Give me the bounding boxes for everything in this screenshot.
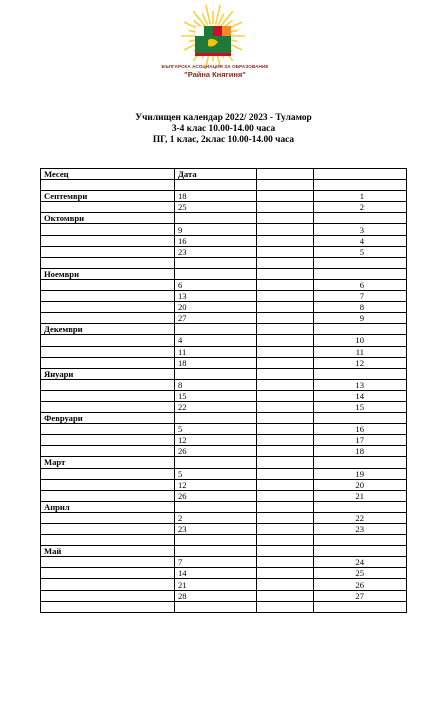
blank-cell: [257, 324, 314, 335]
date-cell: 11: [175, 346, 257, 357]
table-row: [41, 368, 407, 379]
date-cell: 27: [175, 313, 257, 324]
table-row: [41, 379, 407, 390]
number-cell: 7: [314, 291, 407, 302]
table-row: [41, 346, 407, 357]
table-row: [41, 435, 407, 446]
number-cell: 4: [314, 235, 407, 246]
organization-line2: "Райна Княгиня": [184, 70, 246, 79]
blank-cell: [257, 346, 314, 357]
table-row: [41, 324, 407, 335]
blank-cell: [257, 568, 314, 579]
table-header-row: [41, 169, 407, 180]
month-cell: [41, 401, 175, 412]
month-cell: [41, 224, 175, 235]
association-logo: [168, 2, 258, 70]
number-cell: 2: [314, 202, 407, 213]
month-cell: [41, 468, 175, 479]
table-row: [41, 213, 407, 224]
date-cell: 12: [175, 479, 257, 490]
date-cell: [175, 546, 257, 557]
number-cell: 9: [314, 313, 407, 324]
date-cell: 23: [175, 524, 257, 535]
document-heading: [0, 113, 447, 146]
table-row: [41, 601, 407, 612]
number-cell: 1: [314, 191, 407, 202]
number-cell: 18: [314, 446, 407, 457]
table-row: [41, 246, 407, 257]
blank-cell: [257, 413, 314, 424]
table-row: [41, 302, 407, 313]
table-row: [41, 224, 407, 235]
month-cell: [41, 557, 175, 568]
month-cell: [41, 357, 175, 368]
blank-cell: [257, 368, 314, 379]
blank-cell: [257, 601, 314, 612]
month-cell: [41, 524, 175, 535]
date-cell: 5: [175, 468, 257, 479]
date-cell: 25: [175, 202, 257, 213]
column-header-month: Месец: [41, 169, 175, 180]
date-cell: 6: [175, 279, 257, 290]
date-cell: 16: [175, 235, 257, 246]
number-cell: [314, 413, 407, 424]
table-row: [41, 468, 407, 479]
table-row: [41, 257, 407, 268]
date-cell: 4: [175, 335, 257, 346]
date-cell: 20: [175, 302, 257, 313]
month-cell: [41, 446, 175, 457]
blank-cell: [257, 291, 314, 302]
date-cell: 22: [175, 401, 257, 412]
table-row: [41, 413, 407, 424]
date-cell: 2: [175, 512, 257, 523]
date-cell: 13: [175, 291, 257, 302]
date-cell: [175, 601, 257, 612]
blank-cell: [257, 457, 314, 468]
date-cell: 7: [175, 557, 257, 568]
blank-cell: [257, 302, 314, 313]
month-cell: Ноември: [41, 268, 175, 279]
blank-cell: [257, 279, 314, 290]
column-header-blank: [257, 169, 314, 180]
month-cell: [41, 246, 175, 257]
number-cell: [314, 601, 407, 612]
number-cell: 27: [314, 590, 407, 601]
number-cell: 20: [314, 479, 407, 490]
date-cell: [175, 457, 257, 468]
month-cell: [41, 346, 175, 357]
number-cell: 8: [314, 302, 407, 313]
number-cell: [314, 501, 407, 512]
month-cell: [41, 435, 175, 446]
number-cell: [314, 257, 407, 268]
number-cell: 16: [314, 424, 407, 435]
date-cell: [175, 324, 257, 335]
column-header-date: Дата: [175, 169, 257, 180]
number-cell: [314, 324, 407, 335]
table-row: [41, 557, 407, 568]
date-cell: 26: [175, 446, 257, 457]
number-cell: 3: [314, 224, 407, 235]
blank-cell: [257, 435, 314, 446]
month-cell: [41, 535, 175, 546]
month-cell: [41, 313, 175, 324]
date-cell: 5: [175, 424, 257, 435]
date-cell: [175, 268, 257, 279]
month-cell: [41, 579, 175, 590]
blank-cell: [257, 313, 314, 324]
table-row: [41, 357, 407, 368]
month-cell: [41, 568, 175, 579]
blank-cell: [257, 512, 314, 523]
table-row: [41, 579, 407, 590]
date-cell: 15: [175, 390, 257, 401]
number-cell: [314, 546, 407, 557]
table-row: [41, 191, 407, 202]
number-cell: 25: [314, 568, 407, 579]
date-cell: 12: [175, 435, 257, 446]
blank-cell: [257, 235, 314, 246]
blank-cell: [257, 357, 314, 368]
blank-cell: [257, 468, 314, 479]
number-cell: 6: [314, 279, 407, 290]
date-cell: 18: [175, 191, 257, 202]
number-cell: 22: [314, 512, 407, 523]
date-cell: [175, 535, 257, 546]
month-cell: [41, 335, 175, 346]
organization-name: [140, 64, 290, 79]
month-cell: Декември: [41, 324, 175, 335]
month-cell: Март: [41, 457, 175, 468]
blank-cell: [257, 224, 314, 235]
month-cell: [41, 279, 175, 290]
month-cell: Февруари: [41, 413, 175, 424]
table-row: [41, 512, 407, 523]
number-cell: 15: [314, 401, 407, 412]
table-row: [41, 490, 407, 501]
grades-pg-1-2-schedule: ПГ, 1 клас, 2клас 10.00-14.00 часа: [152, 135, 295, 145]
blank-cell: [257, 335, 314, 346]
school-calendar-table: [40, 168, 407, 613]
blank-cell: [257, 257, 314, 268]
table-row: [41, 590, 407, 601]
number-cell: 14: [314, 390, 407, 401]
organization-line1: БЪЛГАРСКА АСОЦИАЦИЯ ЗА ОБРАЗОВАНИЕ: [161, 64, 269, 69]
number-cell: 21: [314, 490, 407, 501]
number-cell: 24: [314, 557, 407, 568]
table-row: [41, 446, 407, 457]
month-cell: Септември: [41, 191, 175, 202]
month-cell: [41, 302, 175, 313]
table-row: [41, 501, 407, 512]
month-cell: [41, 202, 175, 213]
table-row: [41, 546, 407, 557]
blank-cell: [257, 557, 314, 568]
number-cell: [314, 268, 407, 279]
month-cell: [41, 235, 175, 246]
blank-cell: [257, 446, 314, 457]
date-cell: 9: [175, 224, 257, 235]
table-row: [41, 424, 407, 435]
table-row: [41, 313, 407, 324]
date-cell: 18: [175, 357, 257, 368]
blank-cell: [257, 490, 314, 501]
number-cell: 17: [314, 435, 407, 446]
blank-cell: [257, 379, 314, 390]
month-cell: [41, 180, 175, 191]
blank-cell: [257, 424, 314, 435]
table-row: [41, 390, 407, 401]
blank-cell: [257, 579, 314, 590]
date-cell: 23: [175, 246, 257, 257]
month-cell: [41, 512, 175, 523]
date-cell: [175, 257, 257, 268]
table-row: [41, 568, 407, 579]
blank-cell: [257, 546, 314, 557]
month-cell: [41, 291, 175, 302]
month-cell: [41, 479, 175, 490]
table-row: [41, 401, 407, 412]
blank-cell: [257, 246, 314, 257]
number-cell: [314, 535, 407, 546]
month-cell: [41, 379, 175, 390]
blank-cell: [257, 202, 314, 213]
month-cell: [41, 601, 175, 612]
month-cell: Май: [41, 546, 175, 557]
column-header-number: [314, 169, 407, 180]
number-cell: [314, 457, 407, 468]
month-cell: [41, 390, 175, 401]
blank-cell: [257, 501, 314, 512]
number-cell: [314, 368, 407, 379]
blank-cell: [257, 535, 314, 546]
month-cell: Октомври: [41, 213, 175, 224]
date-cell: [175, 501, 257, 512]
table-row: [41, 268, 407, 279]
month-cell: Януари: [41, 368, 175, 379]
month-cell: [41, 257, 175, 268]
blank-cell: [257, 590, 314, 601]
number-cell: 5: [314, 246, 407, 257]
date-cell: [175, 413, 257, 424]
date-cell: [175, 180, 257, 191]
month-cell: [41, 590, 175, 601]
table-row: [41, 291, 407, 302]
number-cell: 13: [314, 379, 407, 390]
table-row: [41, 235, 407, 246]
table-row: [41, 180, 407, 191]
number-cell: [314, 180, 407, 191]
grades-3-4-schedule: 3-4 клас 10.00-14.00 часа: [171, 124, 276, 134]
table-row: [41, 535, 407, 546]
table-row: [41, 279, 407, 290]
month-cell: Април: [41, 501, 175, 512]
number-cell: 26: [314, 579, 407, 590]
table-row: [41, 524, 407, 535]
blank-cell: [257, 268, 314, 279]
number-cell: 23: [314, 524, 407, 535]
number-cell: 19: [314, 468, 407, 479]
table-row: [41, 457, 407, 468]
blank-cell: [257, 213, 314, 224]
date-cell: [175, 368, 257, 379]
blank-cell: [257, 180, 314, 191]
blank-cell: [257, 524, 314, 535]
document-title: Училищен календар 2022/ 2023 - Туламор: [135, 113, 312, 123]
date-cell: 26: [175, 490, 257, 501]
month-cell: [41, 490, 175, 501]
table-row: [41, 335, 407, 346]
month-cell: [41, 424, 175, 435]
date-cell: 28: [175, 590, 257, 601]
number-cell: 11: [314, 346, 407, 357]
blank-cell: [257, 401, 314, 412]
blank-cell: [257, 479, 314, 490]
number-cell: 12: [314, 357, 407, 368]
table-row: [41, 479, 407, 490]
date-cell: 8: [175, 379, 257, 390]
table-row: [41, 202, 407, 213]
date-cell: 21: [175, 579, 257, 590]
sun-flag-emblem-icon: [168, 2, 258, 70]
number-cell: 10: [314, 335, 407, 346]
date-cell: [175, 213, 257, 224]
number-cell: [314, 213, 407, 224]
blank-cell: [257, 191, 314, 202]
blank-cell: [257, 390, 314, 401]
date-cell: 14: [175, 568, 257, 579]
